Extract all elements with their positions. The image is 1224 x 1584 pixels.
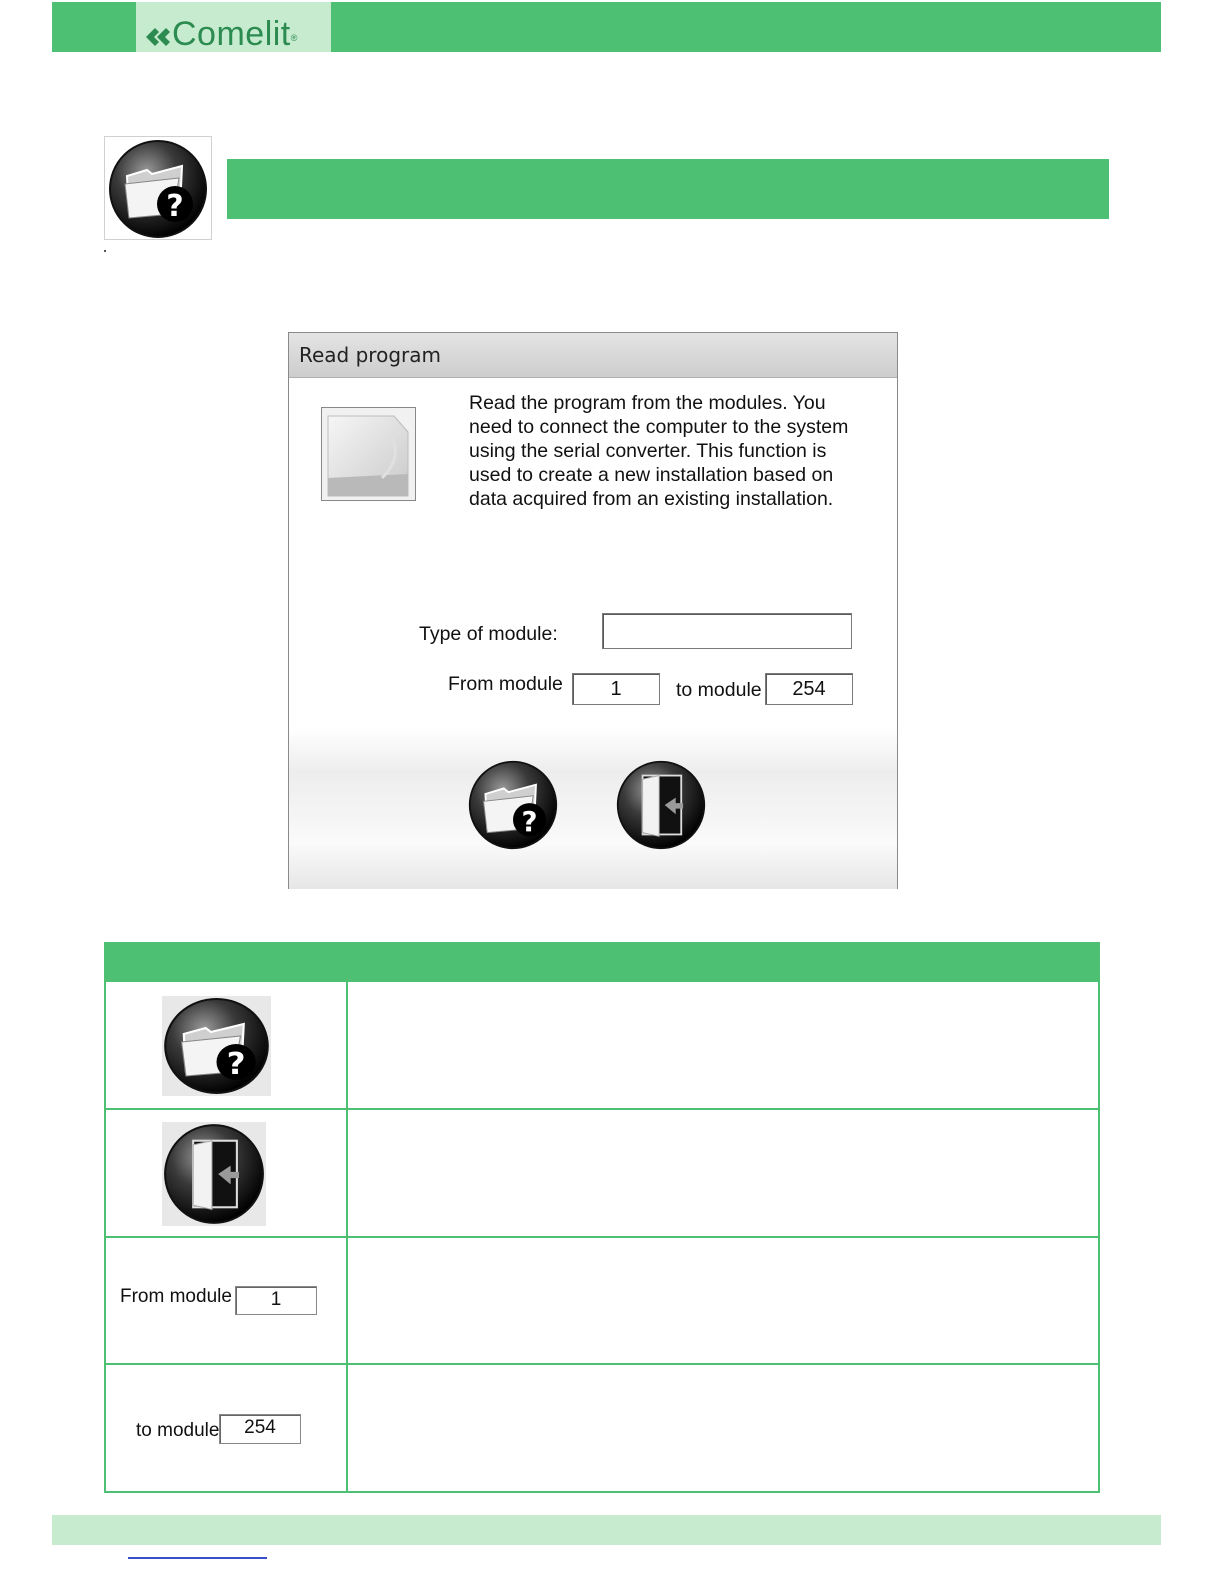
svg-text:?: ?: [226, 1047, 246, 1082]
dialog-title: Read program: [299, 343, 441, 367]
read-program-icon: [107, 138, 207, 238]
svg-text:?: ?: [166, 189, 184, 224]
from-module-field: 1: [235, 1286, 317, 1315]
section-icon-frame: [104, 136, 212, 240]
read-program-icon: [467, 759, 559, 851]
from-module-field[interactable]: 1: [572, 673, 660, 705]
footer-bar: [52, 1515, 1161, 1545]
logo-text: Comelit: [172, 15, 291, 53]
to-module-field[interactable]: 254: [765, 673, 853, 705]
from-module-label: From module: [448, 673, 563, 695]
dialog-description: Read the program from the modules. You need to connect the computer to the system using the serial converter. This function is used to create a new installation based on data acquired from an existing installation.: [469, 392, 849, 510]
table-header-bar: [104, 942, 1100, 982]
svg-text:?: ?: [521, 804, 538, 838]
footer-link-underline[interactable]: [128, 1557, 267, 1559]
decorative-dot: [104, 250, 106, 252]
document-icon: [321, 407, 416, 501]
exit-button[interactable]: [615, 759, 707, 854]
read-program-dialog: [288, 332, 898, 889]
to-module-label: to module: [136, 1420, 220, 1441]
exit-door-icon: [162, 1122, 266, 1226]
comelit-logo: [136, 2, 331, 52]
to-module-label: to module: [676, 679, 762, 701]
type-of-module-label: Type of module:: [419, 623, 558, 645]
type-of-module-field[interactable]: [602, 613, 852, 649]
table-row: [162, 1122, 266, 1226]
from-module-label: From module: [120, 1286, 232, 1307]
read-program-button[interactable]: [467, 759, 559, 854]
table-row-divider: [104, 1108, 1100, 1110]
table-row-divider: [104, 1236, 1100, 1238]
table-row: [162, 996, 271, 1096]
dialog-titlebar: [289, 333, 897, 378]
table-row-divider: [104, 1363, 1100, 1365]
section-title-bar: [227, 159, 1109, 219]
exit-door-icon: [615, 759, 707, 851]
logo-registered-mark: ®: [290, 33, 298, 43]
read-program-icon: [162, 996, 271, 1096]
to-module-field: 254: [219, 1414, 301, 1444]
